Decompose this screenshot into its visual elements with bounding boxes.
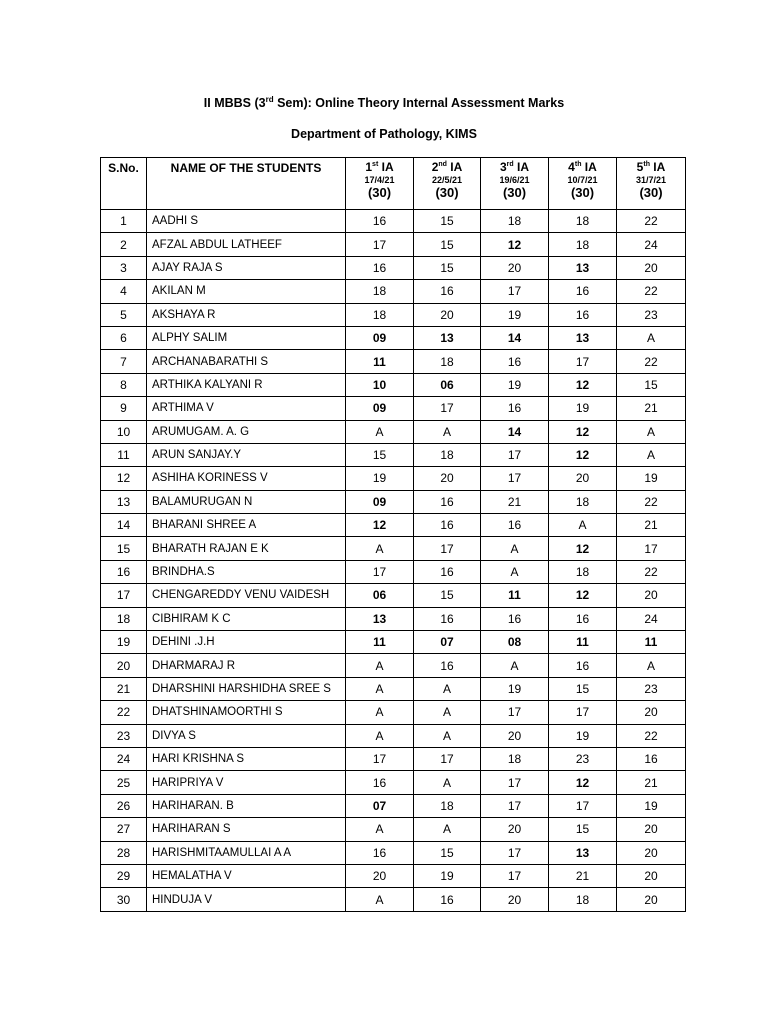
mark-cell: 06 (414, 373, 481, 396)
table-row (101, 514, 686, 537)
mark-cell: 22 (617, 490, 686, 513)
mark-cell: 17 (414, 397, 481, 420)
student-name-cell: ARTHIMA V (147, 397, 346, 420)
table-row (101, 888, 686, 911)
sno-cell: 23 (101, 724, 147, 747)
mark-cell: 18 (414, 350, 481, 373)
mark-cell: A (414, 771, 481, 794)
student-name-cell: HARISHMITAAMULLAI A A (147, 841, 346, 864)
student-name-cell: ALPHY SALIM (147, 326, 346, 349)
sno-cell: 30 (101, 888, 147, 911)
mark-cell: 19 (414, 864, 481, 887)
mark-cell: 17 (481, 771, 549, 794)
mark-cell: 20 (617, 584, 686, 607)
mark-cell: 20 (617, 888, 686, 911)
mark-cell: 17 (481, 794, 549, 817)
mark-cell: 20 (617, 864, 686, 887)
sno-cell: 22 (101, 701, 147, 724)
mark-cell: A (346, 537, 414, 560)
table-row (101, 537, 686, 560)
table-row (101, 280, 686, 303)
mark-cell: 15 (414, 841, 481, 864)
mark-cell: 16 (617, 747, 686, 770)
table-row (101, 841, 686, 864)
mark-cell: 21 (617, 514, 686, 537)
table-row (101, 747, 686, 770)
sno-cell: 4 (101, 280, 147, 303)
mark-cell: 11 (346, 631, 414, 654)
table-row (101, 654, 686, 677)
sno-cell: 28 (101, 841, 147, 864)
mark-cell: 16 (346, 210, 414, 233)
mark-cell: 20 (617, 701, 686, 724)
table-row (101, 771, 686, 794)
mark-cell: 16 (414, 560, 481, 583)
mark-cell: 18 (549, 233, 617, 256)
student-name-cell: HARIHARAN. B (147, 794, 346, 817)
mark-cell: A (414, 677, 481, 700)
table-row (101, 584, 686, 607)
student-name-cell: AKSHAYA R (147, 303, 346, 326)
mark-cell: 16 (549, 654, 617, 677)
mark-cell: 22 (617, 350, 686, 373)
mark-cell: 18 (549, 490, 617, 513)
table-row (101, 560, 686, 583)
mark-cell: 22 (617, 724, 686, 747)
table-row (101, 631, 686, 654)
header-ia-3: 3rd IA 19/6/21 (30) (481, 158, 549, 210)
table-row (101, 350, 686, 373)
student-name-cell: DHATSHINAMOORTHI S (147, 701, 346, 724)
student-name-cell: AFZAL ABDUL LATHEEF (147, 233, 346, 256)
mark-cell: 20 (414, 303, 481, 326)
mark-cell: A (617, 420, 686, 443)
mark-cell: 17 (414, 537, 481, 560)
sno-cell: 25 (101, 771, 147, 794)
mark-cell: 18 (414, 443, 481, 466)
table-row (101, 701, 686, 724)
mark-cell: 15 (414, 256, 481, 279)
mark-cell: 12 (346, 514, 414, 537)
mark-cell: 16 (481, 514, 549, 537)
mark-cell: 16 (346, 841, 414, 864)
mark-cell: 15 (617, 373, 686, 396)
table-row (101, 677, 686, 700)
mark-cell: 11 (481, 584, 549, 607)
mark-cell: 17 (481, 443, 549, 466)
mark-cell: 12 (549, 537, 617, 560)
mark-cell: A (346, 724, 414, 747)
sno-cell: 21 (101, 677, 147, 700)
mark-cell: 22 (617, 560, 686, 583)
table-row (101, 326, 686, 349)
table-row (101, 794, 686, 817)
mark-cell: 20 (481, 724, 549, 747)
mark-cell: 16 (481, 397, 549, 420)
mark-cell: 18 (414, 794, 481, 817)
mark-cell: 20 (414, 467, 481, 490)
mark-cell: 19 (481, 677, 549, 700)
mark-cell: 16 (414, 280, 481, 303)
mark-cell: 20 (617, 841, 686, 864)
mark-cell: 17 (549, 701, 617, 724)
sno-cell: 18 (101, 607, 147, 630)
mark-cell: 18 (549, 560, 617, 583)
table-row (101, 864, 686, 887)
department-subtitle: Department of Pathology, KIMS (291, 127, 477, 141)
mark-cell: 17 (346, 233, 414, 256)
sno-cell: 15 (101, 537, 147, 560)
sno-cell: 17 (101, 584, 147, 607)
mark-cell: 17 (346, 560, 414, 583)
sno-cell: 7 (101, 350, 147, 373)
student-name-cell: HARIHARAN S (147, 818, 346, 841)
student-name-cell: ASHIHA KORINESS V (147, 467, 346, 490)
mark-cell: 13 (549, 256, 617, 279)
mark-cell: 23 (617, 303, 686, 326)
sno-cell: 27 (101, 818, 147, 841)
table-row (101, 607, 686, 630)
mark-cell: 09 (346, 490, 414, 513)
student-name-cell: HARI KRISHNA S (147, 747, 346, 770)
student-name-cell: CHENGAREDDY VENU VAIDESH (147, 584, 346, 607)
mark-cell: 16 (549, 280, 617, 303)
mark-cell: 12 (549, 584, 617, 607)
mark-cell: 21 (481, 490, 549, 513)
mark-cell: A (346, 818, 414, 841)
mark-cell: 22 (617, 280, 686, 303)
sno-cell: 8 (101, 373, 147, 396)
sno-cell: 29 (101, 864, 147, 887)
mark-cell: A (414, 724, 481, 747)
header-sno: S.No. (101, 158, 147, 210)
header-ia-2: 2nd IA 22/5/21 (30) (414, 158, 481, 210)
sno-cell: 11 (101, 443, 147, 466)
table-row (101, 490, 686, 513)
mark-cell: 16 (414, 654, 481, 677)
mark-cell: 15 (346, 443, 414, 466)
mark-cell: 19 (346, 467, 414, 490)
sno-cell: 13 (101, 490, 147, 513)
mark-cell: 17 (346, 747, 414, 770)
header-ia-1: 1st IA 17/4/21 (30) (346, 158, 414, 210)
mark-cell: 17 (481, 467, 549, 490)
mark-cell: 21 (617, 771, 686, 794)
student-name-cell: AKILAN M (147, 280, 346, 303)
student-name-cell: HEMALATHA V (147, 864, 346, 887)
mark-cell: 09 (346, 326, 414, 349)
mark-cell: 11 (346, 350, 414, 373)
mark-cell: 24 (617, 607, 686, 630)
student-name-cell: CIBHIRAM K C (147, 607, 346, 630)
mark-cell: 20 (481, 818, 549, 841)
mark-cell: 16 (481, 607, 549, 630)
mark-cell: A (346, 888, 414, 911)
student-name-cell: ARCHANABARATHI S (147, 350, 346, 373)
mark-cell: 15 (549, 677, 617, 700)
student-name-cell: ARUN SANJAY.Y (147, 443, 346, 466)
mark-cell: 20 (481, 256, 549, 279)
mark-cell: 17 (481, 280, 549, 303)
student-name-cell: DHARSHINI HARSHIDHA SREE S (147, 677, 346, 700)
mark-cell: 18 (549, 888, 617, 911)
marks-table (100, 157, 686, 912)
mark-cell: 13 (414, 326, 481, 349)
sno-cell: 19 (101, 631, 147, 654)
mark-cell: 13 (549, 841, 617, 864)
mark-cell: 14 (481, 420, 549, 443)
mark-cell: 18 (481, 210, 549, 233)
mark-cell: 16 (549, 303, 617, 326)
sno-cell: 3 (101, 256, 147, 279)
student-name-cell: DEHINI .J.H (147, 631, 346, 654)
mark-cell: 19 (549, 397, 617, 420)
mark-cell: 21 (617, 397, 686, 420)
mark-cell: 19 (617, 794, 686, 817)
mark-cell: 17 (617, 537, 686, 560)
student-name-cell: DIVYA S (147, 724, 346, 747)
sno-cell: 9 (101, 397, 147, 420)
mark-cell: 19 (617, 467, 686, 490)
mark-cell: A (414, 818, 481, 841)
table-row (101, 467, 686, 490)
mark-cell: 08 (481, 631, 549, 654)
mark-cell: 18 (346, 303, 414, 326)
mark-cell: A (549, 514, 617, 537)
table-row (101, 373, 686, 396)
table-row (101, 210, 686, 233)
mark-cell: 19 (481, 373, 549, 396)
mark-cell: 20 (617, 818, 686, 841)
mark-cell: 16 (481, 350, 549, 373)
mark-cell: 17 (549, 794, 617, 817)
table-header-row (101, 158, 686, 210)
mark-cell: A (617, 654, 686, 677)
table-row (101, 818, 686, 841)
mark-cell: 09 (346, 397, 414, 420)
mark-cell: 17 (414, 747, 481, 770)
student-name-cell: BALAMURUGAN N (147, 490, 346, 513)
mark-cell: 13 (346, 607, 414, 630)
mark-cell: A (617, 443, 686, 466)
mark-cell: 17 (481, 864, 549, 887)
mark-cell: A (617, 326, 686, 349)
mark-cell: 16 (414, 490, 481, 513)
header-ia-4: 4th IA 10/7/21 (30) (549, 158, 617, 210)
mark-cell: 16 (414, 607, 481, 630)
mark-cell: 16 (414, 888, 481, 911)
mark-cell: A (414, 420, 481, 443)
student-name-cell: HINDUJA V (147, 888, 346, 911)
mark-cell: A (414, 701, 481, 724)
mark-cell: 15 (414, 233, 481, 256)
sno-cell: 1 (101, 210, 147, 233)
mark-cell: 12 (549, 420, 617, 443)
mark-cell: A (481, 537, 549, 560)
mark-cell: 16 (414, 514, 481, 537)
mark-cell: 20 (549, 467, 617, 490)
mark-cell: 14 (481, 326, 549, 349)
mark-cell: 12 (481, 233, 549, 256)
sno-cell: 16 (101, 560, 147, 583)
mark-cell: 15 (414, 210, 481, 233)
mark-cell: 16 (346, 771, 414, 794)
mark-cell: 11 (617, 631, 686, 654)
sno-cell: 2 (101, 233, 147, 256)
mark-cell: 12 (549, 373, 617, 396)
mark-cell: A (481, 560, 549, 583)
mark-cell: A (346, 654, 414, 677)
mark-cell: 18 (481, 747, 549, 770)
mark-cell: 21 (549, 864, 617, 887)
table-row (101, 256, 686, 279)
mark-cell: A (481, 654, 549, 677)
mark-cell: 18 (549, 210, 617, 233)
mark-cell: 10 (346, 373, 414, 396)
mark-cell: A (346, 677, 414, 700)
mark-cell: 20 (617, 256, 686, 279)
mark-cell: 11 (549, 631, 617, 654)
document-title: II MBBS (3rd Sem): Online Theory Internal Assessment Marks (203, 95, 565, 111)
mark-cell: 18 (346, 280, 414, 303)
student-name-cell: AJAY RAJA S (147, 256, 346, 279)
student-name-cell: ARUMUGAM. A. G (147, 420, 346, 443)
mark-cell: 17 (481, 701, 549, 724)
student-name-cell: DHARMARAJ R (147, 654, 346, 677)
sno-cell: 12 (101, 467, 147, 490)
sno-cell: 14 (101, 514, 147, 537)
student-name-cell: BHARATH RAJAN E K (147, 537, 346, 560)
mark-cell: 22 (617, 210, 686, 233)
student-name-cell: AADHI S (147, 210, 346, 233)
mark-cell: 19 (549, 724, 617, 747)
table-row (101, 443, 686, 466)
table-row (101, 724, 686, 747)
mark-cell: 20 (346, 864, 414, 887)
mark-cell: 13 (549, 326, 617, 349)
sno-cell: 20 (101, 654, 147, 677)
table-row (101, 420, 686, 443)
mark-cell: A (346, 420, 414, 443)
header-name: NAME OF THE STUDENTS (147, 158, 346, 210)
table-row (101, 397, 686, 420)
table-row (101, 233, 686, 256)
student-name-cell: HARIPRIYA V (147, 771, 346, 794)
mark-cell: 23 (549, 747, 617, 770)
mark-cell: A (346, 701, 414, 724)
mark-cell: 07 (346, 794, 414, 817)
mark-cell: 17 (549, 350, 617, 373)
header-ia-5: 5th IA 31/7/21 (30) (617, 158, 686, 210)
mark-cell: 16 (549, 607, 617, 630)
mark-cell: 16 (346, 256, 414, 279)
mark-cell: 07 (414, 631, 481, 654)
mark-cell: 15 (414, 584, 481, 607)
mark-cell: 17 (481, 841, 549, 864)
mark-cell: 20 (481, 888, 549, 911)
student-name-cell: ARTHIKA KALYANI R (147, 373, 346, 396)
sno-cell: 5 (101, 303, 147, 326)
sno-cell: 26 (101, 794, 147, 817)
table-row (101, 303, 686, 326)
sno-cell: 24 (101, 747, 147, 770)
mark-cell: 06 (346, 584, 414, 607)
sno-cell: 6 (101, 326, 147, 349)
student-name-cell: BHARANI SHREE A (147, 514, 346, 537)
mark-cell: 12 (549, 443, 617, 466)
student-name-cell: BRINDHA.S (147, 560, 346, 583)
mark-cell: 15 (549, 818, 617, 841)
mark-cell: 23 (617, 677, 686, 700)
mark-cell: 24 (617, 233, 686, 256)
mark-cell: 12 (549, 771, 617, 794)
sno-cell: 10 (101, 420, 147, 443)
mark-cell: 19 (481, 303, 549, 326)
